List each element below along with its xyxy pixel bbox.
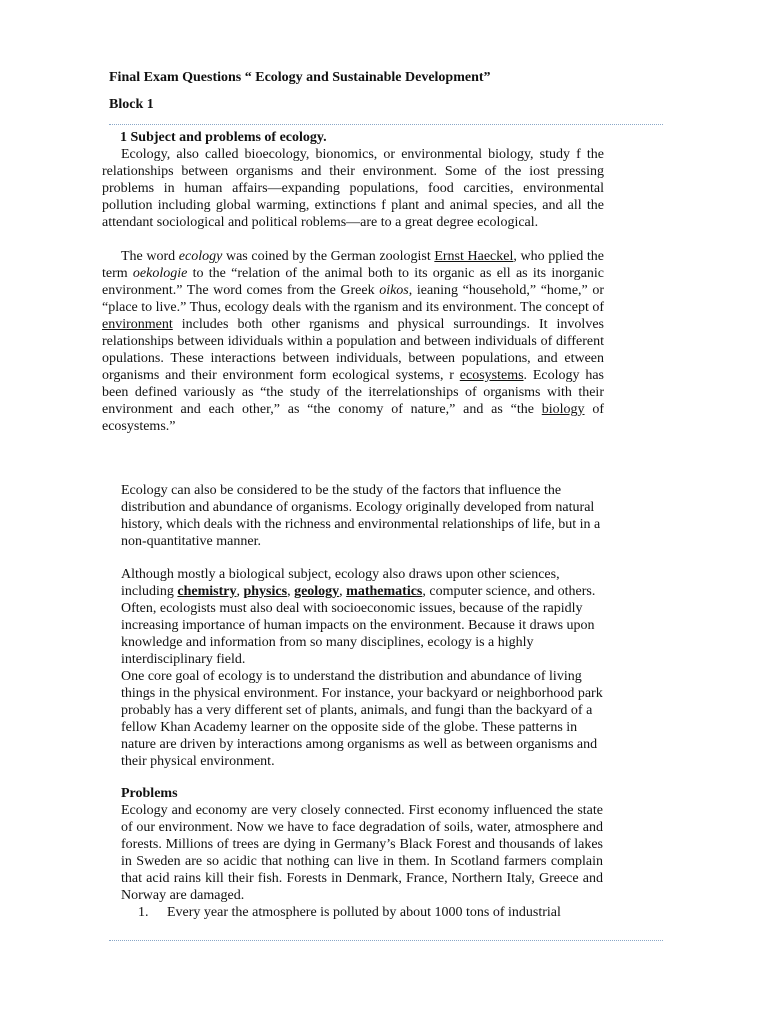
term-oikos: oikos <box>379 283 409 298</box>
text: , <box>339 584 347 599</box>
page-divider-top <box>109 124 663 125</box>
list-item-text: Every year the atmosphere is polluted by about 1000 tons of industrial <box>167 905 561 920</box>
section1-cropped-region <box>102 126 604 471</box>
problems-heading: Problems <box>121 786 178 801</box>
document-title: Final Exam Questions “ Ecology and Sustainable Development” <box>109 70 491 85</box>
link-ernst-haeckel[interactable]: Ernst Haeckel <box>434 249 514 264</box>
link-chemistry[interactable]: chemistry <box>177 584 237 599</box>
link-ecosystems[interactable]: ecosystems <box>459 368 524 383</box>
link-geology[interactable]: geology <box>294 584 340 599</box>
paragraph-disciplines <box>121 566 603 668</box>
text: , <box>236 584 244 599</box>
text: The word <box>121 249 179 264</box>
paragraph-core-goal: One core goal of ecology is to understand the distribution and abundance of living things in the physical environment. For instance, your backyard or neighborhood park probably has a very different set of plants, animals, and fungi than the backyard of a fellow Khan Academy learner on the opposite side of the globe. These patterns in nature are driven by interactions among organisms as well as between organisms and their physical environment. <box>121 669 603 769</box>
section1-heading: 1 Subject and problems of ecology. <box>120 130 327 145</box>
problems-section <box>121 785 603 921</box>
link-mathematics[interactable]: mathematics <box>346 584 423 599</box>
block-label: Block 1 <box>109 97 154 112</box>
text: , who pplied the term <box>102 249 604 281</box>
text: includes both other rganisms and physical surroundings. It involves relationships between idividuals within a population and between individuals of different opulations. These interactions between individuals, between populations, and etween organisms and their environment form ecological systems, r <box>102 317 604 383</box>
link-biology[interactable]: biology <box>541 402 585 417</box>
section1-paragraph-1: Ecology, also called bioecology, bionomics, or environmental biology, study f the relationships between organisms and their environment. Some of the iost pressing problems in human affairs—expanding populations, food carcities, environmental pollution including global warming, extinctions f plant and animal species, and all the attendant sociological and political roblems—are to a great degree ecological. <box>102 147 604 230</box>
text: of ecosystems.” <box>102 402 604 434</box>
paragraph-factors-text: Ecology can also be considered to be the study of the factors that influence the distribution and abundance of organisms. Ecology originally developed from natural history, which deals with the richness and environmental relationships of life, but in a non-quantitative manner. <box>121 483 601 549</box>
text: to the “relation of the animal both to its organic as ell as its inorganic environment.” The word comes from the Greek <box>102 266 604 298</box>
text: , ieaning “household,” “home,” or “place to live.” Thus, ecology deals with the rganism and its environment. The concept of <box>102 283 604 315</box>
text: , computer science, and others. Often, ecologists must also deal with socioeconomic issues, because of the rapidly increasing importance of human impacts on the environment. Because it draws upon knowledge and information from so many disciplines, ecology is a highly interdisciplinary field. <box>121 584 596 667</box>
link-physics[interactable]: physics <box>243 584 288 599</box>
text: , <box>287 584 295 599</box>
term-oekologie: oekologie <box>132 266 188 281</box>
page-divider-bottom <box>109 940 663 941</box>
paragraph-disciplines-block <box>121 566 603 770</box>
list-number: 1. <box>138 905 149 920</box>
problems-paragraph: Ecology and economy are very closely connected. First economy influenced the state of our environment. Now we have to face degradation of soils, water, atmosphere and forests. Millions of trees are dying in Germany’s Black Forest and thousands of lakes in Sweden are so acidic that nothing can live in them. In Scotland farmers complain that acid rains kill their fish. Forests in Denmark, France, Northern Italy, Greece and Norway are damaged. <box>121 803 603 903</box>
text: Although mostly a biological subject, ecology also draws upon other sciences, including <box>121 567 560 599</box>
term-ecology: ecology <box>178 249 223 264</box>
paragraph-factors <box>121 482 603 550</box>
text: was coined by the German zoologist <box>222 249 435 264</box>
spacer <box>102 231 604 248</box>
link-environment[interactable]: environment <box>102 317 173 332</box>
section1-paragraph-2 <box>102 248 604 435</box>
text: . Ecology has been defined variously as “the study of the iterrelationships of organisms with their environment and each other,” as “the conomy of nature,” and as “the <box>102 368 604 417</box>
list-item <box>138 904 603 921</box>
